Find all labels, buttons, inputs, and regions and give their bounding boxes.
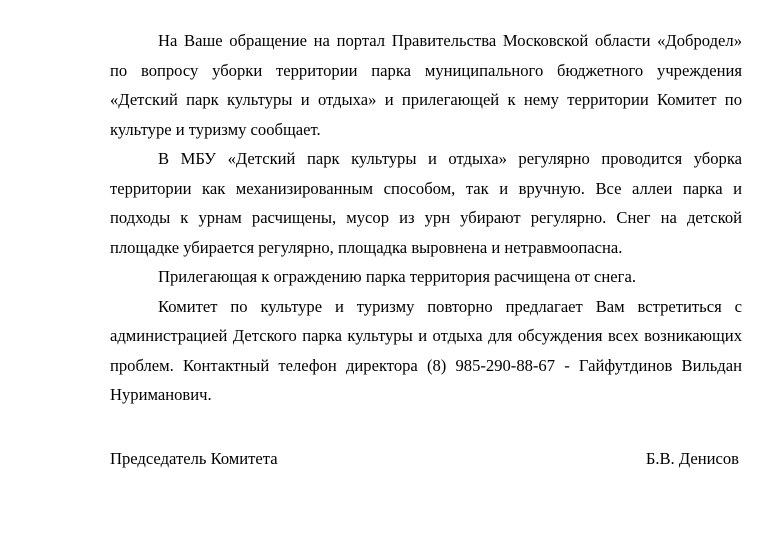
paragraph-cleaning-info: В МБУ «Детский парк культуры и отдыха» регулярно проводится уборка территории как механизированным способом, так и вручную. Все аллеи парка и подходы к урнам расчищены, мусор из урн убирают регулярно. Снег на детской площадке убирается регулярно, площадка выровнена и нетравмоопасна. bbox=[110, 149, 742, 257]
signatory-position: Председатель Комитета bbox=[110, 449, 278, 468]
signature-block bbox=[110, 444, 739, 474]
signatory-name: Б.В. Денисов bbox=[645, 449, 739, 468]
paragraph-fence-area: Прилегающая к ограждению парка территория расчищена от снега. bbox=[158, 267, 636, 286]
paragraph-meeting-offer: Комитет по культуре и туризму повторно предлагает Вам встретиться с администрацией Детского парка культуры и отдыха для обсуждения всех возникающих проблем. Контактный телефон директора (8) 985-290-88-67 - Гайфутдинов Вильдан Нуриманович. bbox=[110, 296, 742, 404]
paragraph-request-response: На Ваше обращение на портал Правительства Московской области «Добродел» по вопросу уборки территории парка муниципального бюджетного учреждения «Детский парк культуры и отдыха» и прилегающей к нему территории Комитет по культуре и туризму сообщает. bbox=[110, 31, 742, 139]
letter-body bbox=[110, 26, 742, 410]
